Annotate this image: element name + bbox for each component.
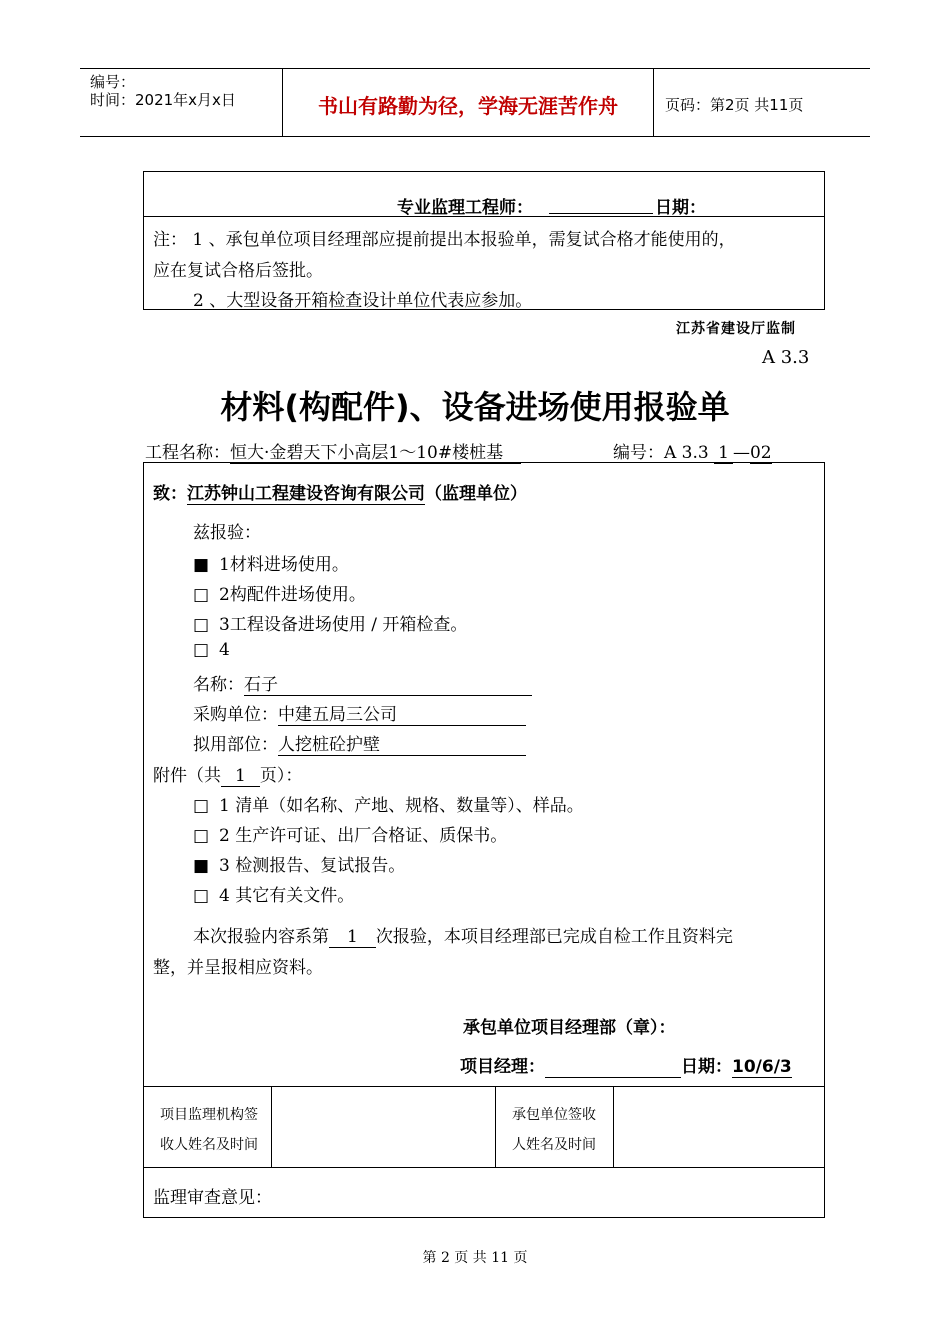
project-label: 工程名称： [145,443,230,463]
statement-line-2: 整，并呈报相应资料。 [153,958,323,978]
sign-left-label-1: 项目监理机构签 [160,1107,258,1123]
engineer-signature-line [549,213,653,214]
statement-text-b: 次报验，本项目经理部已完成自检工作且资料完 [375,927,733,947]
checkbox-empty-icon[interactable]: □ [193,826,210,846]
field-name-label: 名称： [193,675,244,695]
sign-right-field[interactable] [614,1087,824,1166]
attachment-suffix: 页）： [259,766,303,786]
form-number-suffix: 02 [749,443,772,463]
addressee-role: （监理单位） [425,484,527,504]
note-line-1: 注： 1 、承包单位项目经理部应提前提出本报验单，需复试合格才能使用的， [153,230,736,250]
addressee-label: 致： [153,484,187,504]
option-item [193,580,366,605]
manager-signature-line[interactable] [545,1057,681,1078]
statement-line-1 [193,922,733,948]
manager-date-value[interactable]: 10/6/3 [732,1057,792,1077]
page-footer: 第 2 页 共 11 页 [422,1250,528,1266]
option-label: 3工程设备进场使用 / 开箱检查。 [219,615,468,635]
attachment-count[interactable]: 1 [221,766,260,787]
sign-row-bottom-rule [143,1167,825,1168]
option-item [193,610,467,635]
checkbox-empty-icon[interactable]: □ [193,585,210,605]
header-bottom-rule [80,136,870,137]
form-code: A 3.3 [762,347,810,368]
note-line-3: 2 、大型设备开箱检查设计单位代表应参加。 [193,291,533,311]
attachment-item [193,851,405,876]
form-number-sep: — [732,443,750,463]
addressee-unit: 江苏钟山工程建设咨询有限公司 [187,479,425,505]
form-number-mid: 1 [714,443,733,464]
form-number [613,438,772,464]
manager-line [460,1052,792,1078]
engineer-date-label: 日期： [655,198,706,218]
manager-date-label: 日期： [681,1057,732,1077]
option-label: 1材料进场使用。 [219,555,349,575]
sign-left-field[interactable] [272,1087,494,1166]
engineer-label: 专业监理工程师： [397,198,533,218]
header-motto: 书山有路勤为径，学海无涯苦作舟 [318,94,618,118]
project-name: 恒大·金碧天下小高层1～10#楼桩基 [230,438,521,464]
manager-label: 项目经理： [460,1057,545,1077]
attachment-prefix: 附件（共 [153,766,221,786]
option-item [193,550,349,575]
option-item [193,640,230,660]
project-line [145,438,521,464]
field-usage-label: 拟用部位： [193,735,278,755]
header-page-info: 页码：第2页 共11页 [665,96,804,114]
sign-left-label-2: 收人姓名及时间 [160,1137,258,1153]
checkbox-checked-icon[interactable]: ■ [193,856,210,876]
option-label: 4 [219,640,230,660]
attachment-item [193,791,584,816]
attachment-item [193,881,354,906]
sign-col-2 [495,1086,496,1167]
field-purchase-label: 采购单位： [193,705,278,725]
option-label: 2构配件进场使用。 [219,585,366,605]
note-line-2: 应在复试合格后签批。 [153,261,323,281]
header-number-label: 编号： [90,73,136,91]
attachment-label: 4 其它有关文件。 [219,886,355,906]
attachment-label: 2 生产许可证、出厂合格证、质保书。 [219,826,508,846]
contractor-label: 承包单位项目经理部（章）： [463,1018,676,1038]
field-usage-value[interactable]: 人挖桩砼护壁 [278,730,526,756]
statement-text-a: 本次报验内容系第 [193,927,329,947]
header-divider-right [653,68,654,136]
header-time: 时间：2021年x月x日 [90,91,236,109]
field-purchase [193,700,526,726]
sign-right-label-2: 人姓名及时间 [512,1137,596,1153]
header-top-rule [80,68,870,69]
sign-right-label-1: 承包单位签收 [512,1107,596,1123]
attachment-count-line [153,761,302,787]
form-title: 材料(构配件)、设备进场使用报验单 [220,388,730,426]
checkbox-empty-icon[interactable]: □ [193,640,210,660]
checkbox-empty-icon[interactable]: □ [193,796,210,816]
review-label: 监理审查意见： [153,1188,272,1208]
field-name-value[interactable]: 石子 [244,670,532,696]
checkbox-empty-icon[interactable]: □ [193,615,210,635]
field-purchase-value[interactable]: 中建五局三公司 [278,700,526,726]
attachment-label: 3 检测报告、复试报告。 [219,856,406,876]
issuer-label: 江苏省建设厅监制 [676,321,796,337]
checkbox-empty-icon[interactable]: □ [193,886,210,906]
attachment-label: 1 清单（如名称、产地、规格、数量等）、样品。 [219,796,584,816]
intro-text: 兹报验： [193,523,261,543]
form-number-label: 编号： [613,443,664,463]
form-number-prefix: A 3.3 [664,443,709,463]
statement-count[interactable]: 1 [329,927,376,948]
field-name [193,670,532,696]
attachment-item [193,821,507,846]
addressee-line [153,479,527,505]
field-usage [193,730,526,756]
checkbox-checked-icon[interactable]: ■ [193,555,210,575]
